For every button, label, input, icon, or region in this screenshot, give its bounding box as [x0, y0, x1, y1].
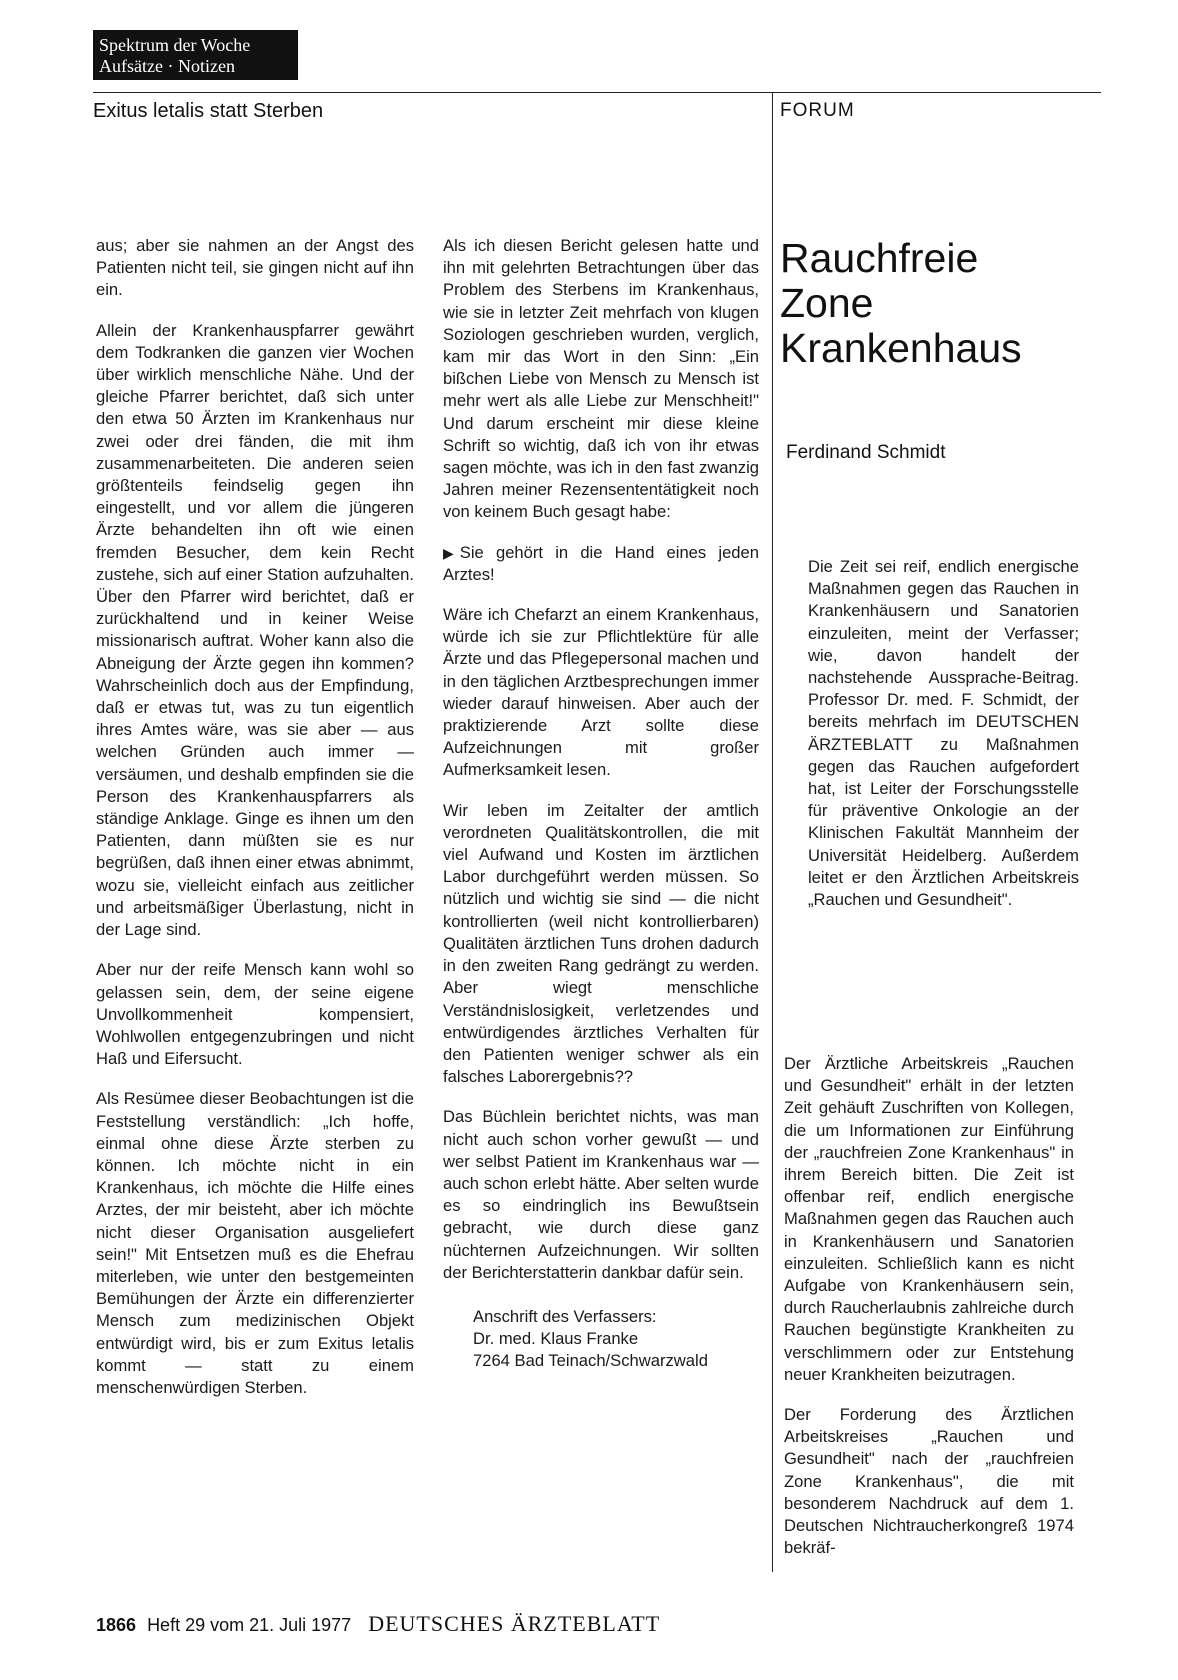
- article-title-line: Krankenhaus: [780, 325, 1022, 371]
- section-badge: [93, 30, 298, 80]
- bullet-text: Sie gehört in die Hand eines jeden Arztes!: [443, 542, 759, 584]
- col2-bullet-paragraph: [443, 542, 759, 586]
- col2-paragraph: Als ich diesen Bericht gelesen hatte und ihn mit gelehrten Betrachtungen über das Problem des Sterbens im Krankenhaus, wie sie in letzter Zeit mehrfach von klugen Soziologen geschrieben wurden, verglich, kam mir das Wort in den Sinn: „Ein bißchen Liebe von Mensch zu Mensch ist mehr wert als alle Liebe zur Menschheit!" Und darum erscheint mir diese kleine Schrift so wichtig, daß ich von ihr etwas sagen möchte, was ich in den fast zwanzig Jahren meiner Rezensententätigkeit noch von keinem Buch gesagt habe:: [443, 236, 759, 522]
- col2-paragraph: Das Büchlein berichtet nichts, was man nicht auch schon vorher gewußt — und wer selbst Patient im Krankenhaus war — auch schon erlebt hätte. Aber selten wurde es so eindringlich ins Bewußtsein gebracht, wie durch diese ganz nüchternen Aufzeichnungen. Wir sollten der Berichterstatterin dankbar dafür sein.: [443, 1107, 759, 1282]
- author-address: [443, 1306, 759, 1372]
- article-intro: [808, 556, 1079, 929]
- column-2: [443, 235, 759, 1372]
- article-body: [784, 1053, 1074, 1577]
- col1-paragraph: aus; aber sie nahmen an der Angst des Patienten nicht teil, sie gingen nicht auf ihn ein.: [96, 236, 414, 300]
- address-label: Anschrift des Verfassers:: [473, 1306, 657, 1326]
- triangle-bullet-icon: ▶: [443, 544, 454, 561]
- body-paragraph: Der Ärztliche Arbeitskreis „Rauchen und Gesundheit" erhält in der letzten Zeit gehäuft Zuschriften von Kollegen, die um Informationen zur Einführung der „rauchfreien Zone Krankenhaus" in ihrem Bereich bitten. Die Zeit ist offenbar reif, endlich energische Maßnahmen gegen das Rauchen auch in Krankenhäusern und Sanatorien einzuleiten. Schließlich kann es nicht Aufgabe von Krankenhäusern sein, durch Raucherlaubnis zahlreiche durch Rauchen begünstigte Krankheiten zu verschlimmern oder zur Entstehung neuer Krankheiten beizutragen.: [784, 1054, 1074, 1384]
- page-footer: [96, 1611, 660, 1637]
- col1-paragraph: Aber nur der reife Mensch kann wohl so gelassen sein, dem, der seine eigene Unvollkommenheit kompensiert, Wohlwollen entgegenzubringen und nicht Haß und Eifersucht.: [96, 960, 414, 1069]
- running-head: Exitus letalis statt Sterben: [93, 100, 324, 122]
- article-title-line: Zone: [780, 280, 874, 326]
- col2-paragraph: Wir leben im Zeitalter der amtlich verordneten Qualitätskontrollen, die mit viel Aufwand und Kosten im ärztlichen Labor durchgeführt werden müssen. So nützlich und wichtig sie sind — die nicht kontrollierten (weil nicht kontrollierbaren) Qualitäten ärztlichen Tuns drohen dadurch in den zweiten Rang gedrängt zu werden. Aber wiegt menschliche Verständnislosigkeit, verletzendes und entwürdigendes ärztliches Verhalten für den Patienten weniger schwer als ein falsches Laborergebnis??: [443, 800, 759, 1087]
- issue-info: Heft 29 vom 21. Juli 1977: [147, 1615, 352, 1635]
- address-city: 7264 Bad Teinach/Schwarzwald: [473, 1350, 708, 1370]
- column-divider: [772, 92, 773, 1572]
- top-rule: [93, 92, 1101, 93]
- article-title-line: Rauchfreie: [780, 235, 979, 281]
- col2-paragraph: Wäre ich Chefarzt an einem Krankenhaus, würde ich sie zur Pflichtlektüre für alle Ärzte und das Pflegepersonal machen und in den täglichen Arztbesprechungen immer wieder darauf hinweisen. Aber auch der praktizierende Arzt sollte diese Aufzeichnungen mit großer Aufmerksamkeit lesen.: [443, 605, 759, 780]
- section-badge-line2: Aufsätze · Notizen: [99, 56, 235, 76]
- col1-paragraph: Als Resümee dieser Beobachtungen ist die Feststellung verständlich: „Ich hoffe, einmal ohne diese Ärzte sterben zu können. Ich möchte nicht in ein Krankenhaus, ich möchte die Hilfe eines Arztes, der mir beisteht, aber ich möchte nicht dieser Organisation ausgeliefert sein!" Mit Entsetzen muß es die Ehefrau miterleben, wie unter den bestgemeinten Bemühungen der Ärzte ein differenzierter Mensch zum medizinischen Objekt entwürdigt wird, bis er zum Exitus letalis kommt — statt zu einem menschenwürdigen Sterben.: [96, 1089, 414, 1397]
- article-title: [780, 236, 1022, 371]
- forum-label: FORUM: [780, 100, 855, 121]
- article-author: Ferdinand Schmidt: [786, 442, 946, 463]
- intro-paragraph: Die Zeit sei reif, endlich energische Maßnahmen gegen das Rauchen in Krankenhäusern und Sanatorien einzuleiten, meint der Verfasser; wie, davon handelt der nachstehende Aussprache-Beitrag. Professor Dr. med. F. Schmidt, der bereits mehrfach im DEUTSCHEN ÄRZTEBLATT zu Maßnahmen gegen das Rauchen aufgefordert hat, ist Leiter der Forschungsstelle für präventive Onkologie an der Klinischen Fakultät Mannheim der Universität Heidelberg. Außerdem leitet er den Ärztlichen Arbeitskreis „Rauchen und Gesundheit".: [808, 557, 1079, 910]
- section-badge-line1: Spektrum der Woche: [99, 35, 251, 55]
- page-number: 1866: [96, 1615, 137, 1635]
- col1-paragraph: Allein der Krankenhauspfarrer gewährt dem Todkranken die ganzen vier Wochen über wirklich menschliche Nähe. Und der gleiche Pfarrer berichtet, daß sich unter den etwa 50 Ärzten im Krankenhaus nur zwei oder drei fänden, die mit ihm zusammenarbeiteten. Die anderen seien größtenteils feindselig gegen ihn eingestellt, und vor allem die jüngeren Ärzte behandelten ihn oft wie einen fremden Besucher, dem kein Recht zustehe, sich auf einer Station aufzuhalten. Über den Pfarrer wird berichtet, daß er zurückhaltend und in keiner Weise missionarisch auftrat. Woher kann also die Abneigung der Ärzte gegen ihn kommen? Wahrscheinlich doch aus der Empfindung, daß er etwas tut, was zu tun eigentlich ihres Amtes wäre, was sie aber — aus welchen Gründen auch immer — versäumen, und deshalb empfinden sie die Person des Krankenhauspfarrers als ständige Anklage. Ginge es ihnen um den Patienten, dann müßten sie es nur begrüßen, daß ihnen einer etwas abnimmt, wozu sie, vielleicht einfach aus zeitlicher und arbeitsmäßiger Überlastung, nicht in der Lage sind.: [96, 320, 414, 940]
- address-name: Dr. med. Klaus Franke: [473, 1328, 639, 1348]
- body-paragraph: Der Forderung des Ärztlichen Arbeitskreises „Rauchen und Gesundheit" nach der „rauchfreien Zone Krankenhaus", die mit besonderem Nachdruck auf dem 1. Deutschen Nichtraucherkongreß 1974 bekräf-: [784, 1405, 1074, 1558]
- column-1: [96, 235, 414, 1417]
- journal-name: DEUTSCHES ÄRZTEBLATT: [368, 1611, 661, 1636]
